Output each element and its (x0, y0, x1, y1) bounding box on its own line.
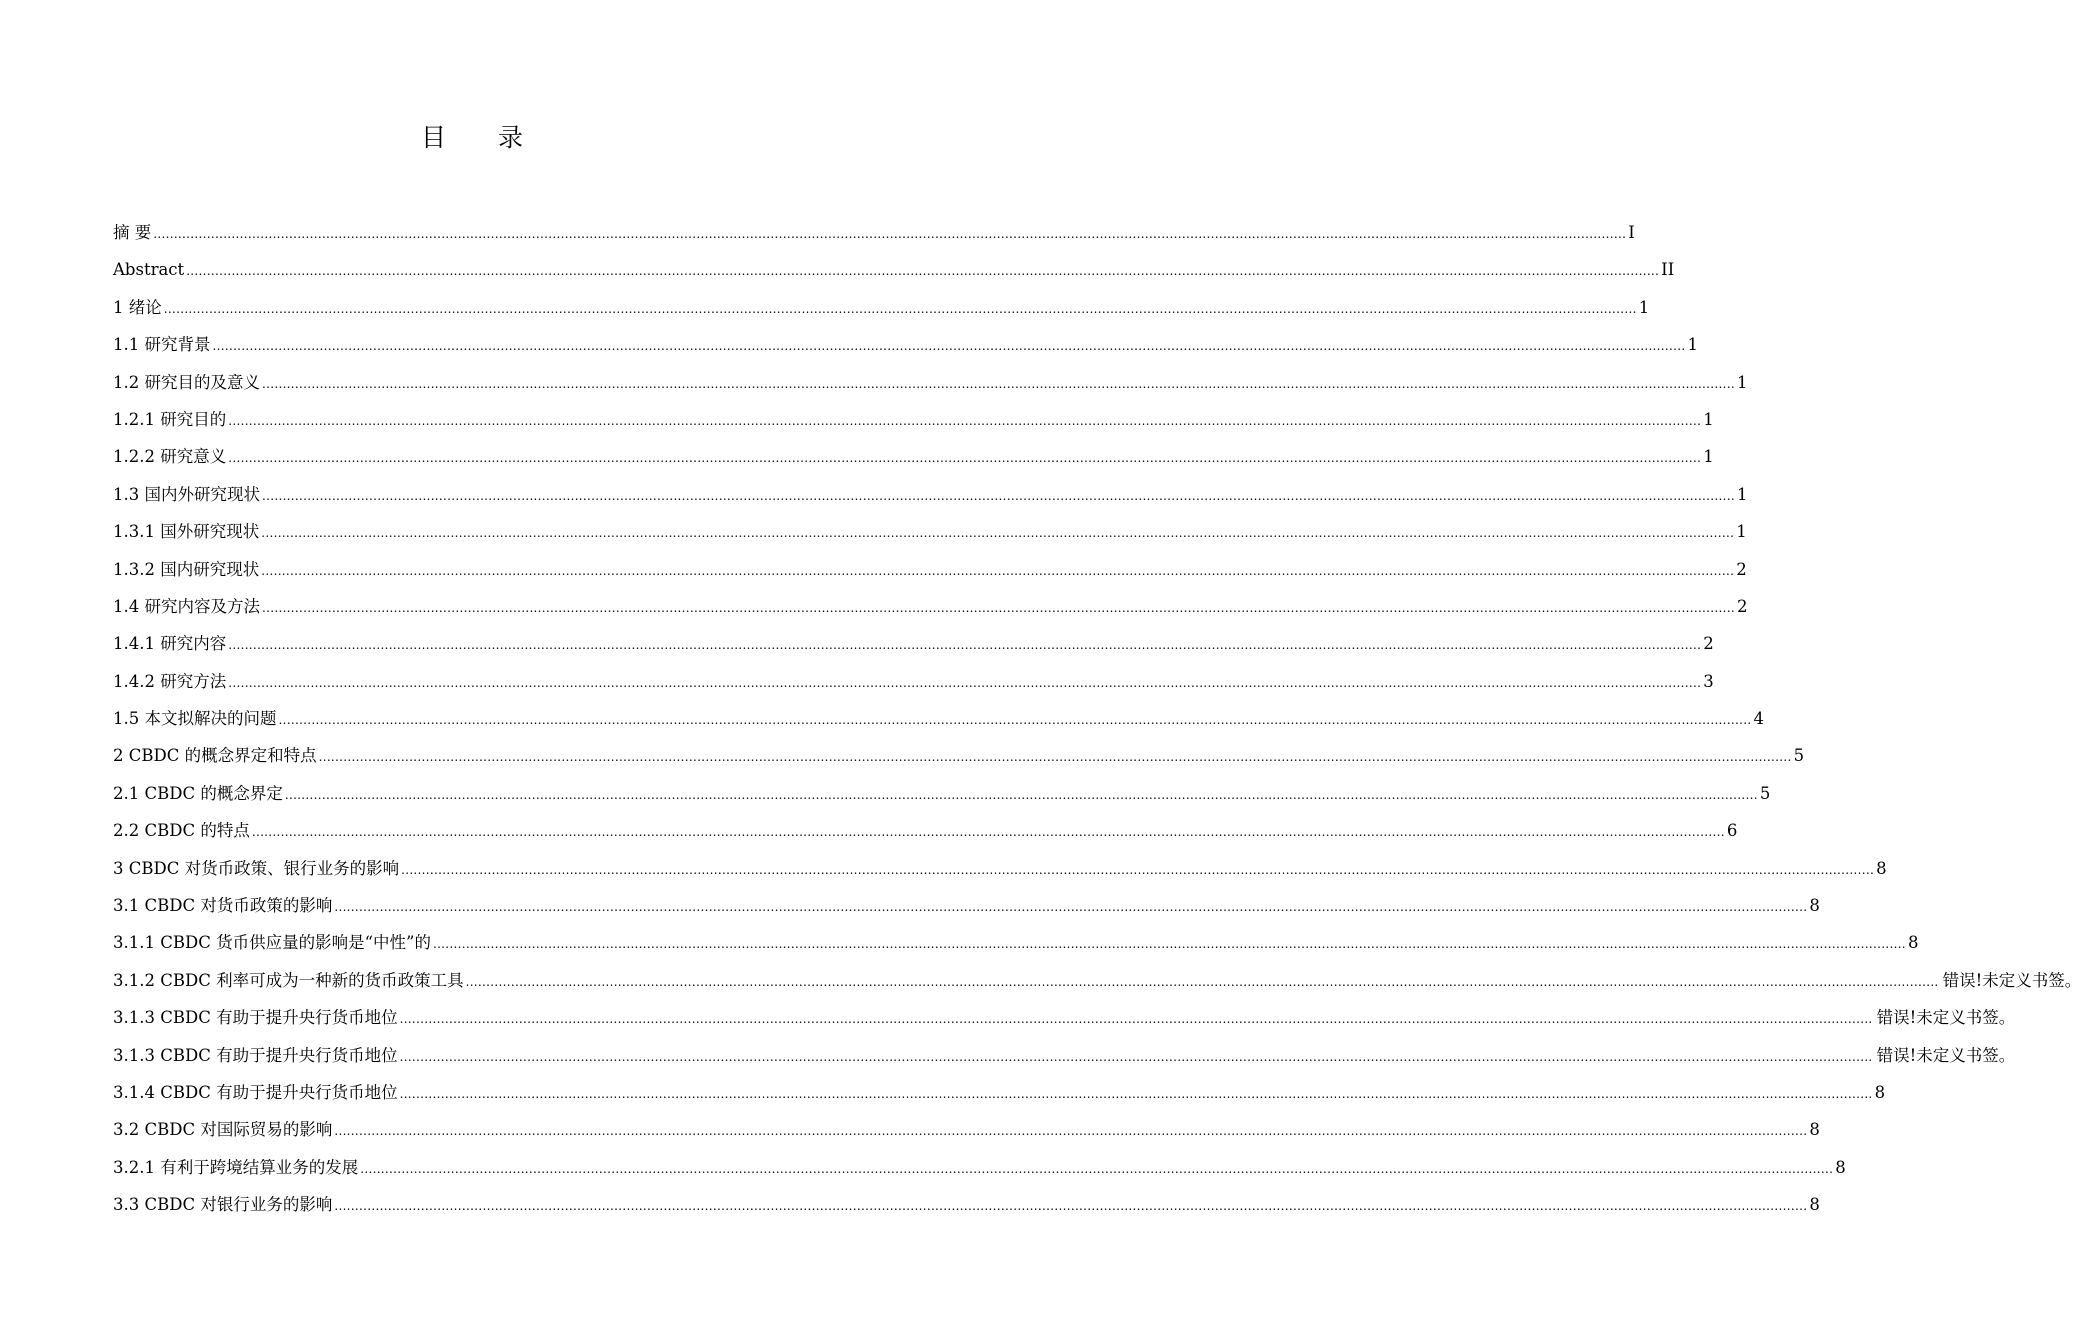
toc-dot-leader: ...................................................................................................................................................................................................................................................................................................................................................................... (262, 600, 1735, 615)
toc-entry-label: 3.1.3 CBDC 有助于提升央行货币地位 (113, 1045, 398, 1065)
toc-dot-leader: ...................................................................................................................................................................................................................................................................................................................................................................... (212, 339, 1686, 354)
toc-entry-label: 3.1.3 CBDC 有助于提升央行货币地位 (113, 1008, 398, 1028)
toc-entry-page-number: 错误!未定义书签。 (1942, 970, 2081, 990)
toc-dot-leader: ...................................................................................................................................................................................................................................................................................................................................................................... (186, 264, 1660, 279)
toc-entry[interactable] (113, 850, 1887, 887)
toc-entry-page-number: I (1628, 223, 1635, 242)
toc-entry-page-number: 8 (1907, 933, 1919, 953)
toc-dot-leader: ...................................................................................................................................................................................................................................................................................................................................................................... (228, 675, 1702, 690)
toc-entry-page-number: 1 (1687, 335, 1698, 355)
toc-entry-page-number: 2 (1736, 596, 1748, 616)
toc-entry-label: 1.4.1 研究内容 (113, 634, 227, 654)
toc-entry-page-number: 8 (1809, 896, 1820, 916)
toc-entry[interactable] (113, 924, 1919, 961)
toc-entry-label: 1.5 本文拟解决的问题 (113, 709, 277, 729)
toc-entry-page-number: 1 (1638, 297, 1650, 317)
toc-entry-page-number: 2 (1703, 634, 1714, 654)
toc-entry-page-number: 1 (1736, 484, 1748, 504)
toc-dot-leader: ...................................................................................................................................................................................................................................................................................................................................................................... (284, 787, 1758, 802)
toc-entry-label: 3 CBDC 对货币政策、银行业务的影响 (113, 858, 400, 878)
toc-entry[interactable] (113, 737, 1805, 774)
toc-entry-label: 1.3.1 国外研究现状 (113, 522, 260, 542)
toc-dot-leader: ...................................................................................................................................................................................................................................................................................................................................................................... (401, 862, 1875, 877)
toc-dot-leader: ...................................................................................................................................................................................................................................................................................................................................................................... (334, 1199, 1808, 1214)
toc-entry[interactable] (113, 1149, 1846, 1186)
toc-entry-label: 2 CBDC 的概念界定和特点 (113, 746, 317, 766)
toc-entry-label: 1.4.2 研究方法 (113, 671, 227, 691)
toc-entry-page-number: 错误!未定义书签。 (1876, 1008, 2016, 1028)
toc-entry-page-number: 2 (1736, 559, 1747, 579)
toc-entry-page-number: 5 (1793, 746, 1805, 766)
toc-entry-page-number: 1 (1703, 447, 1714, 467)
toc-dot-leader: ...................................................................................................................................................................................................................................................................................................................................................................... (334, 900, 1808, 915)
toc-dot-leader: ...................................................................................................................................................................................................................................................................................................................................................................... (262, 488, 1735, 503)
toc-dot-leader: ...................................................................................................................................................................................................................................................................................................................................................................... (228, 451, 1702, 466)
toc-entry-label: 3.1.2 CBDC 利率可成为一种新的货币政策工具 (113, 970, 464, 990)
toc-list (113, 214, 2081, 1224)
toc-entry[interactable] (113, 513, 1747, 550)
toc-title: 目 录 (421, 123, 545, 152)
toc-entry-label: 1 绪论 (113, 297, 162, 317)
toc-dot-leader: ...................................................................................................................................................................................................................................................................................................................................................................... (163, 301, 1637, 316)
toc-entry-page-number: 8 (1809, 1195, 1820, 1215)
toc-entry-label: 3.1 CBDC 对货币政策的影响 (113, 896, 333, 916)
toc-entry-page-number: 1 (1736, 372, 1748, 392)
toc-entry-label: 1.2 研究目的及意义 (113, 372, 260, 392)
toc-dot-leader: ...................................................................................................................................................................................................................................................................................................................................................................... (465, 974, 1939, 989)
toc-dot-leader: ...................................................................................................................................................................................................................................................................................................................................................................... (262, 376, 1735, 391)
toc-entry-page-number: 1 (1703, 409, 1714, 429)
toc-entry-label: 3.1.4 CBDC 有助于提升央行货币地位 (113, 1082, 398, 1102)
toc-entry[interactable] (113, 625, 1714, 662)
toc-entry-page-number: 3 (1703, 671, 1714, 691)
toc-entry[interactable] (113, 700, 1764, 737)
toc-dot-leader: ...................................................................................................................................................................................................................................................................................................................................................................... (399, 1049, 1873, 1064)
toc-dot-leader: ...................................................................................................................................................................................................................................................................................................................................................................... (399, 1086, 1873, 1101)
toc-entry-page-number: 5 (1759, 783, 1771, 803)
toc-entry[interactable] (113, 1074, 1886, 1111)
toc-dot-leader: ...................................................................................................................................................................................................................................................................................................................................................................... (278, 713, 1752, 728)
toc-dot-leader: ...................................................................................................................................................................................................................................................................................................................................................................... (228, 638, 1702, 653)
toc-entry-page-number: 8 (1835, 1157, 1846, 1177)
toc-dot-leader: ...................................................................................................................................................................................................................................................................................................................................................................... (399, 1012, 1873, 1027)
toc-entry-page-number: 8 (1874, 1082, 1886, 1102)
toc-entry[interactable] (113, 326, 1698, 363)
toc-entry[interactable] (113, 1111, 1820, 1148)
toc-entry[interactable] (113, 476, 1748, 513)
toc-dot-leader: ...................................................................................................................................................................................................................................................................................................................................................................... (318, 750, 1792, 765)
toc-entry-label: 摘 要 (113, 223, 152, 242)
toc-entry-label: 2.2 CBDC 的特点 (113, 821, 250, 841)
toc-entry-page-number: 6 (1726, 821, 1738, 841)
toc-entry[interactable] (113, 551, 1747, 588)
toc-entry-label: 3.3 CBDC 对银行业务的影响 (113, 1195, 333, 1215)
toc-entry[interactable] (113, 1037, 2016, 1074)
toc-entry[interactable] (113, 251, 1675, 288)
toc-entry[interactable] (113, 289, 1650, 326)
toc-dot-leader: ...................................................................................................................................................................................................................................................................................................................................................................... (432, 937, 1906, 952)
toc-entry-label: Abstract (113, 260, 185, 280)
toc-entry-label: 3.1.1 CBDC 货币供应量的影响是“中性”的 (113, 933, 431, 953)
toc-entry[interactable] (113, 962, 2081, 999)
toc-entry[interactable] (113, 214, 1635, 251)
toc-dot-leader: ...................................................................................................................................................................................................................................................................................................................................................................... (334, 1124, 1808, 1139)
toc-entry-label: 1.4 研究内容及方法 (113, 596, 260, 616)
toc-entry-page-number: II (1661, 260, 1675, 280)
toc-entry-label: 1.1 研究背景 (113, 335, 211, 355)
toc-entry-label: 1.3 国内外研究现状 (113, 484, 260, 504)
toc-entry-page-number: 8 (1876, 858, 1887, 878)
toc-entry-label: 1.2.1 研究目的 (113, 409, 227, 429)
toc-entry[interactable] (113, 663, 1714, 700)
toc-entry-label: 3.2 CBDC 对国际贸易的影响 (113, 1120, 333, 1140)
toc-dot-leader: ...................................................................................................................................................................................................................................................................................................................................................................... (360, 1161, 1834, 1176)
toc-entry[interactable] (113, 588, 1748, 625)
toc-entry-label: 3.2.1 有利于跨境结算业务的发展 (113, 1157, 359, 1177)
toc-dot-leader: ...................................................................................................................................................................................................................................................................................................................................................................... (153, 227, 1627, 241)
toc-entry[interactable] (113, 401, 1714, 438)
toc-dot-leader: ...................................................................................................................................................................................................................................................................................................................................................................... (228, 413, 1702, 428)
toc-entry-page-number: 1 (1736, 522, 1747, 542)
toc-dot-leader: ...................................................................................................................................................................................................................................................................................................................................................................... (251, 825, 1725, 840)
toc-entry-page-number: 4 (1753, 709, 1764, 729)
toc-entry[interactable] (113, 775, 1771, 812)
toc-entry[interactable] (113, 887, 1820, 924)
toc-entry-label: 2.1 CBDC 的概念界定 (113, 783, 283, 803)
toc-entry-label: 1.2.2 研究意义 (113, 447, 227, 467)
toc-entry[interactable] (113, 812, 1738, 849)
toc-dot-leader: ...................................................................................................................................................................................................................................................................................................................................................................... (261, 526, 1735, 541)
toc-entry-page-number: 8 (1809, 1120, 1820, 1140)
toc-entry-label: 1.3.2 国内研究现状 (113, 559, 260, 579)
toc-entry-page-number: 错误!未定义书签。 (1876, 1045, 2016, 1065)
toc-entry[interactable] (113, 438, 1714, 475)
toc-entry[interactable] (113, 364, 1748, 401)
toc-entry[interactable] (113, 999, 2016, 1036)
toc-dot-leader: ...................................................................................................................................................................................................................................................................................................................................................................... (261, 563, 1735, 578)
toc-entry[interactable] (113, 1186, 1820, 1223)
